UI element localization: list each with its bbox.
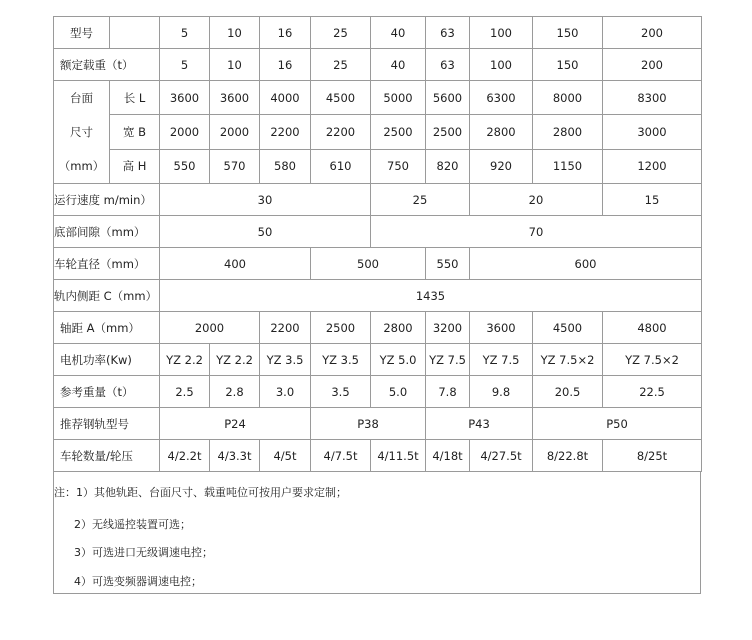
wheel-load-cell: 8/22.8t xyxy=(533,440,603,472)
wheel-load-label: 车轮数量/轮压 xyxy=(54,440,160,472)
model-cell: 150 xyxy=(533,17,603,49)
speed-cell: 25 xyxy=(371,184,470,216)
rail-cell: P24 xyxy=(160,408,311,440)
rated-load-cell: 5 xyxy=(160,49,210,81)
motor-cell: YZ 7.5 xyxy=(426,344,470,376)
weight-label: 参考重量（t） xyxy=(54,376,160,408)
wheel-load-cell: 8/25t xyxy=(603,440,702,472)
model-cell: 63 xyxy=(426,17,470,49)
width-cell: 2200 xyxy=(260,115,311,149)
motor-row xyxy=(54,344,702,376)
note-line: 2）无线遥控装置可选； xyxy=(74,518,191,531)
wheelbase-cell: 3200 xyxy=(426,312,470,344)
rail-label: 推荐钢轨型号 xyxy=(54,408,160,440)
length-cell: 8300 xyxy=(603,81,702,115)
wheelbase-row xyxy=(54,312,702,344)
width-row xyxy=(54,115,702,149)
track-gauge-label: 轨内侧距 C（mm） xyxy=(54,280,160,312)
track-gauge-cell: 1435 xyxy=(160,280,702,312)
height-cell: 550 xyxy=(160,149,210,183)
weight-cell: 2.8 xyxy=(210,376,260,408)
track-gauge-row xyxy=(54,280,702,312)
length-cell: 5600 xyxy=(426,81,470,115)
model-cell: 5 xyxy=(160,17,210,49)
note-line: 4）可选变频器调速电控； xyxy=(74,575,202,588)
motor-cell: YZ 2.2 xyxy=(210,344,260,376)
motor-cell: YZ 7.5×2 xyxy=(603,344,702,376)
rated-load-cell: 25 xyxy=(311,49,371,81)
rated-load-cell: 63 xyxy=(426,49,470,81)
model-cell: 40 xyxy=(371,17,426,49)
weight-cell: 5.0 xyxy=(371,376,426,408)
speed-label: 运行速度 m/min） xyxy=(54,184,160,216)
motor-cell: YZ 5.0 xyxy=(371,344,426,376)
length-label: 长 L xyxy=(110,81,160,115)
height-cell: 1200 xyxy=(603,149,702,183)
width-cell: 2800 xyxy=(533,115,603,149)
height-cell: 750 xyxy=(371,149,426,183)
wheel-diameter-cell: 600 xyxy=(470,248,702,280)
motor-cell: YZ 2.2 xyxy=(160,344,210,376)
height-cell: 920 xyxy=(470,149,533,183)
spec-sheet xyxy=(53,16,701,594)
clearance-label: 底部间隙（mm） xyxy=(54,216,160,248)
weight-cell: 3.0 xyxy=(260,376,311,408)
weight-row xyxy=(54,376,702,408)
weight-cell: 2.5 xyxy=(160,376,210,408)
wheelbase-cell: 4500 xyxy=(533,312,603,344)
model-cell: 10 xyxy=(210,17,260,49)
platform-label-line: （mm） xyxy=(58,159,105,173)
height-cell: 570 xyxy=(210,149,260,183)
length-cell: 8000 xyxy=(533,81,603,115)
wheel-diameter-cell: 400 xyxy=(160,248,311,280)
model-label: 型号 xyxy=(54,17,110,49)
wheel-load-cell: 4/5t xyxy=(260,440,311,472)
spec-table xyxy=(53,16,702,472)
length-row xyxy=(54,81,702,115)
rated-load-label: 额定载重（t） xyxy=(54,49,160,81)
speed-cell: 30 xyxy=(160,184,371,216)
length-cell: 6300 xyxy=(470,81,533,115)
clearance-cell: 50 xyxy=(160,216,371,248)
width-cell: 2000 xyxy=(160,115,210,149)
width-label: 宽 B xyxy=(110,115,160,149)
width-cell: 2000 xyxy=(210,115,260,149)
weight-cell: 22.5 xyxy=(603,376,702,408)
height-cell: 820 xyxy=(426,149,470,183)
motor-cell: YZ 3.5 xyxy=(260,344,311,376)
model-cell: 100 xyxy=(470,17,533,49)
motor-cell: YZ 7.5 xyxy=(470,344,533,376)
height-cell: 1150 xyxy=(533,149,603,183)
wheel-diameter-row xyxy=(54,248,702,280)
platform-label-line: 尺寸 xyxy=(70,125,93,139)
model-cell: 16 xyxy=(260,17,311,49)
length-cell: 3600 xyxy=(210,81,260,115)
wheelbase-cell: 3600 xyxy=(470,312,533,344)
note-line: 3）可选进口无级调速电控； xyxy=(74,546,213,559)
height-label: 高 H xyxy=(110,149,160,183)
rail-cell: P43 xyxy=(426,408,533,440)
wheelbase-cell: 2800 xyxy=(371,312,426,344)
wheel-load-row xyxy=(54,440,702,472)
rail-row xyxy=(54,408,702,440)
width-cell: 3000 xyxy=(603,115,702,149)
width-cell: 2500 xyxy=(426,115,470,149)
wheel-load-cell: 4/3.3t xyxy=(210,440,260,472)
rated-load-cell: 150 xyxy=(533,49,603,81)
length-cell: 4500 xyxy=(311,81,371,115)
wheel-load-cell: 4/27.5t xyxy=(470,440,533,472)
wheelbase-label: 轴距 A（mm） xyxy=(54,312,160,344)
wheelbase-cell: 4800 xyxy=(603,312,702,344)
weight-cell: 9.8 xyxy=(470,376,533,408)
weight-cell: 3.5 xyxy=(311,376,371,408)
speed-cell: 20 xyxy=(470,184,603,216)
rated-load-cell: 10 xyxy=(210,49,260,81)
model-cell: 200 xyxy=(603,17,702,49)
length-cell: 5000 xyxy=(371,81,426,115)
model-label-spacer xyxy=(110,17,160,49)
length-cell: 4000 xyxy=(260,81,311,115)
model-cell: 25 xyxy=(311,17,371,49)
rail-cell: P50 xyxy=(533,408,702,440)
wheel-load-cell: 4/2.2t xyxy=(160,440,210,472)
motor-label: 电机功率(Kw) xyxy=(54,344,160,376)
rated-load-cell: 200 xyxy=(603,49,702,81)
model-row xyxy=(54,17,702,49)
rail-cell: P38 xyxy=(311,408,426,440)
notes-box xyxy=(53,472,701,594)
clearance-cell: 70 xyxy=(371,216,702,248)
wheel-diameter-cell: 550 xyxy=(426,248,470,280)
platform-label-line: 台面 xyxy=(70,91,93,105)
width-cell: 2200 xyxy=(311,115,371,149)
wheelbase-cell: 2500 xyxy=(311,312,371,344)
rated-load-cell: 16 xyxy=(260,49,311,81)
speed-cell: 15 xyxy=(603,184,702,216)
motor-cell: YZ 7.5×2 xyxy=(533,344,603,376)
width-cell: 2800 xyxy=(470,115,533,149)
rated-load-cell: 40 xyxy=(371,49,426,81)
wheel-load-cell: 4/11.5t xyxy=(371,440,426,472)
rated-load-cell: 100 xyxy=(470,49,533,81)
rated-load-row xyxy=(54,49,702,81)
height-cell: 610 xyxy=(311,149,371,183)
height-cell: 580 xyxy=(260,149,311,183)
weight-cell: 20.5 xyxy=(533,376,603,408)
wheel-load-cell: 4/7.5t xyxy=(311,440,371,472)
wheel-diameter-label: 车轮直径（mm） xyxy=(54,248,160,280)
length-cell: 3600 xyxy=(160,81,210,115)
clearance-row xyxy=(54,216,702,248)
wheelbase-cell: 2000 xyxy=(160,312,260,344)
motor-cell: YZ 3.5 xyxy=(311,344,371,376)
note-line: 注：1）其他轨距、台面尺寸、载重吨位可按用户要求定制； xyxy=(54,486,347,499)
width-cell: 2500 xyxy=(371,115,426,149)
wheel-load-cell: 4/18t xyxy=(426,440,470,472)
platform-size-label xyxy=(54,81,110,184)
weight-cell: 7.8 xyxy=(426,376,470,408)
wheel-diameter-cell: 500 xyxy=(311,248,426,280)
speed-row xyxy=(54,184,702,216)
wheelbase-cell: 2200 xyxy=(260,312,311,344)
height-row xyxy=(54,149,702,183)
